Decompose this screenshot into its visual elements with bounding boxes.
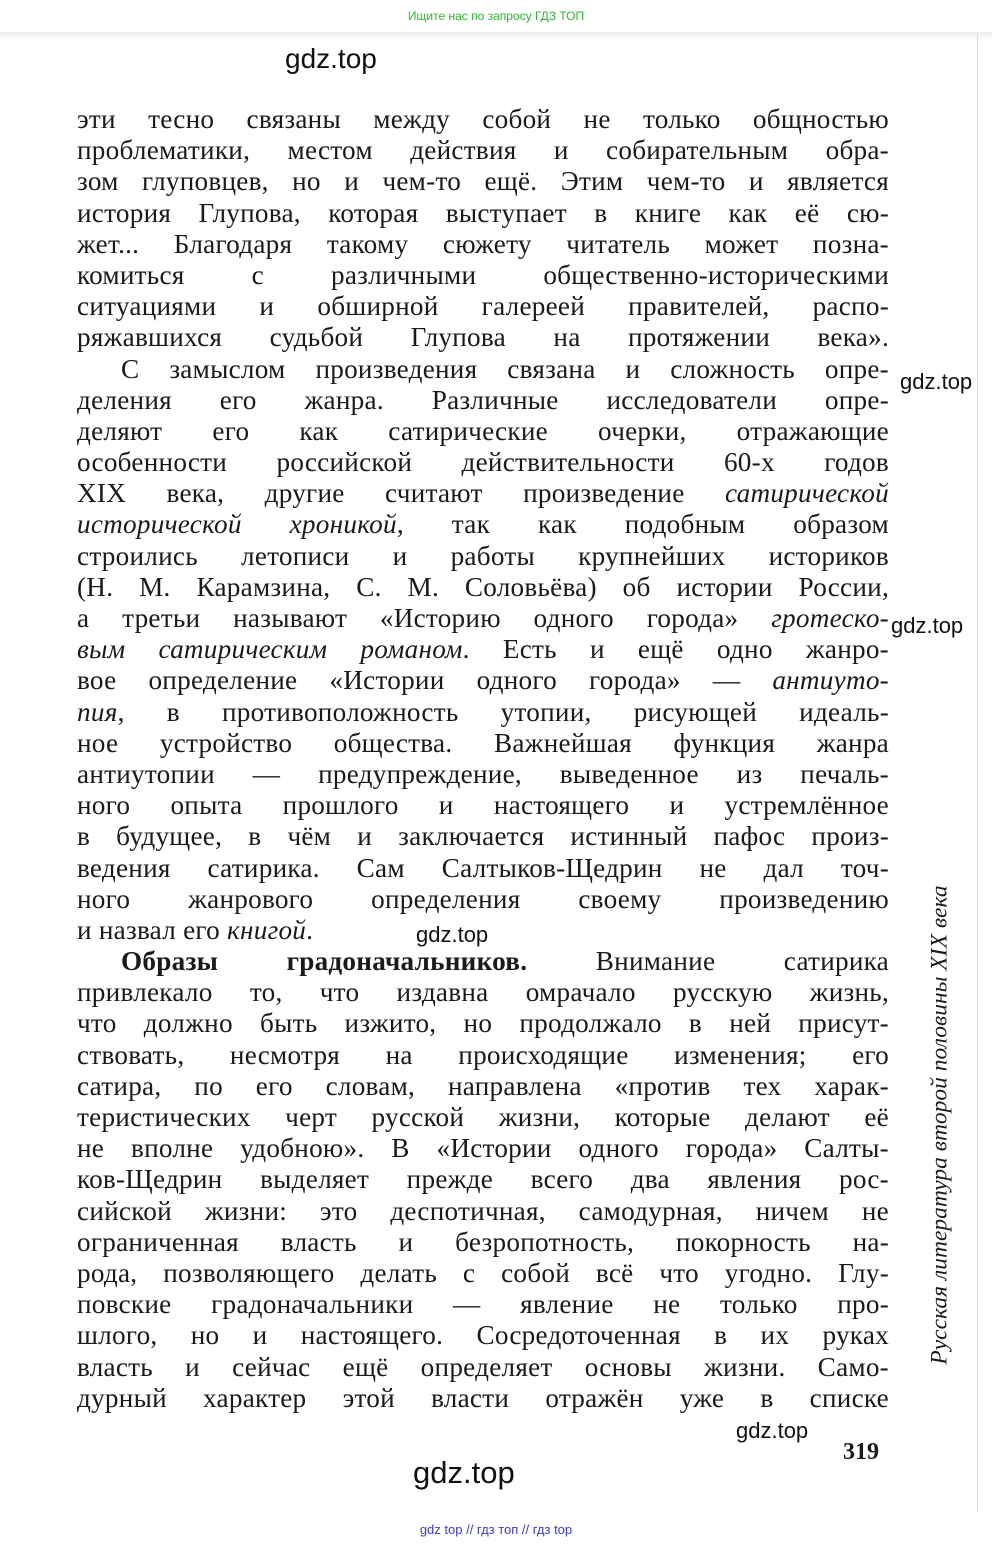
page-edge-line <box>977 34 978 1512</box>
side-title-text: Русская литература второй половины XIX века <box>926 885 953 1365</box>
text-line <box>77 603 889 634</box>
text-line <box>77 509 889 540</box>
section-heading: Образы градоначальников. <box>121 946 528 977</box>
text-line: проблематики, местом действия и собирательным обра- <box>77 135 889 166</box>
text-line: теристических черт русской жизни, которые делают её <box>77 1102 889 1132</box>
text-line: комиться с различными общественно-историческими <box>77 259 889 290</box>
watermark-right-1: gdz.top <box>900 369 973 394</box>
italic-term: пия <box>77 696 118 727</box>
search-hint-banner: Ищите нас по запросу ГДЗ ТОП <box>407 9 585 23</box>
watermark-big: gdz.top <box>413 1455 515 1490</box>
text-line: особенности российской действительности 60-х годов <box>77 447 889 478</box>
banner-divider <box>0 32 992 40</box>
italic-term: книгой <box>227 914 307 945</box>
text-run: и назвал его <box>77 914 228 945</box>
text-run: а третьи называют «Историю одного города» <box>77 603 772 633</box>
text-run: , в противоположность утопии, рисующей идеаль- <box>117 696 889 727</box>
text-line: зом глуповцев, но и чем-то ещё. Этим чем-то и является <box>77 166 889 197</box>
text-line: жет... Благодаря такому сюжету читатель может позна- <box>77 228 889 259</box>
italic-term: вым сатирическим романом <box>77 634 463 665</box>
text-line <box>77 946 889 977</box>
italic-term: антиуто- <box>772 665 889 696</box>
text-line: повские градоначальники — явление не только про- <box>77 1289 889 1320</box>
italic-term: исторической хроникой <box>77 509 397 540</box>
text-line: строились летописи и работы крупнейших историков <box>77 540 889 571</box>
text-line: ков-Щедрин выделяет прежде всего два явления рос- <box>77 1164 889 1195</box>
text-line: сатира, по его словам, направлена «против тех харак- <box>77 1070 889 1101</box>
text-line: ствовать, несмотря на происходящие изменения; его <box>77 1039 889 1070</box>
text-line: рода, позволяющего делать с собой всё что угодно. Глу- <box>77 1257 889 1288</box>
text-line: деления его жанра. Различные исследователи опре- <box>77 384 889 415</box>
text-line: в будущее, в чём и заключается истинный пафос произ- <box>77 821 889 852</box>
text-run: Внимание сатирика <box>527 946 889 977</box>
text-line: не вполне удобною». В «Истории одного города» Салты- <box>77 1133 889 1164</box>
text-run: вое определение «Истории одного города» — <box>77 665 773 696</box>
watermark-top: gdz.top <box>285 43 377 74</box>
text-line: ное устройство общества. Важнейшая функция жанра <box>77 727 889 758</box>
text-line: власть и сейчас ещё определяет основы жизни. Само- <box>77 1351 889 1382</box>
text-line <box>77 634 889 665</box>
page-number: 319 <box>843 1439 879 1465</box>
italic-term: гротеско- <box>771 603 889 633</box>
text-line <box>77 697 889 728</box>
watermark-bottom: gdz.top <box>736 1418 809 1443</box>
text-line: эти тесно связаны между собой не только общностью <box>77 104 889 134</box>
text-line <box>77 665 889 696</box>
text-line: ведения сатирика. Сам Салтыков-Щедрин не дал точ- <box>77 852 889 883</box>
text-line: привлекало то, что издавна омрачало русскую жизнь, <box>77 977 889 1008</box>
text-line: антиутопии — предупреждение, выведенное из печаль- <box>77 758 889 789</box>
footer-links[interactable]: gdz top // гдз топ // гдз top <box>419 1522 573 1537</box>
text-run: . Есть и ещё одно жанро- <box>462 634 889 665</box>
text-line <box>77 478 889 509</box>
text-line: история Глупова, которая выступает в книге как её сю- <box>77 197 889 228</box>
italic-term: сатирической <box>725 478 889 509</box>
body-text <box>77 104 889 1414</box>
text-line: (Н. М. Карамзина, С. М. Соловьёва) об истории России, <box>77 571 889 602</box>
text-line: что должно быть изжито, но продолжало в ней присут- <box>77 1008 889 1039</box>
text-line <box>77 915 889 946</box>
text-line: деляют его как сатирические очерки, отражающие <box>77 415 889 446</box>
watermark-middle: gdz.top <box>416 922 489 947</box>
text-line: ситуациями и обширной галереей правителей, распо- <box>77 291 889 322</box>
text-line: ного жанрового определения своему произведению <box>77 883 889 914</box>
text-line: сийской жизни: это деспотичная, самодурная, ничем не <box>77 1195 889 1226</box>
text-run: , так как подобным образом <box>396 509 889 540</box>
text-line: шлого, но и настоящего. Сосредоточенная в их руках <box>77 1320 889 1351</box>
text-run: . <box>306 914 314 945</box>
text-line: ного опыта прошлого и настоящего и устремлённое <box>77 790 889 821</box>
text-run: XIX века, другие считают произведение <box>77 478 725 509</box>
text-line: дурный характер этой власти отражён уже в списке <box>77 1382 889 1413</box>
watermark-right-2: gdz.top <box>891 613 964 638</box>
text-line: ограниченная власть и безропотность, покорность на- <box>77 1226 889 1257</box>
text-line: С замыслом произведения связана и сложность опре- <box>121 353 889 384</box>
text-line: ряжавшихся судьбой Глупова на протяжении века». <box>77 322 889 353</box>
